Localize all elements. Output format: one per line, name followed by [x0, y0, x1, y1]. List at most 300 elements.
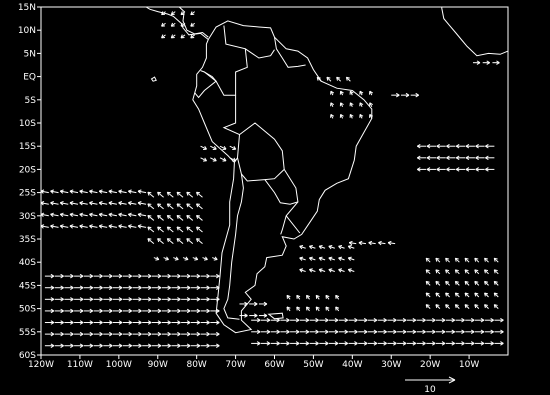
wind-vector-arrow — [426, 330, 435, 334]
wind-vector-arrow — [148, 239, 154, 244]
wind-vector-arrow — [239, 314, 247, 318]
wind-vector-arrow — [360, 114, 363, 118]
wind-vector-arrow — [336, 295, 339, 299]
wind-vector-arrow — [307, 307, 310, 311]
wind-vector-arrow — [319, 330, 328, 334]
wind-vector-arrow — [55, 286, 64, 290]
wind-vector-arrow — [251, 342, 260, 346]
wind-vector-arrow — [51, 190, 59, 194]
lon-tick-label: 60W — [264, 360, 285, 370]
longitude-axis — [28, 355, 479, 370]
wind-vector-arrow — [417, 318, 426, 322]
wind-vector-arrow — [348, 246, 354, 249]
wind-vector-arrow — [171, 286, 180, 290]
wind-vector-arrow — [210, 158, 216, 161]
wind-vector-arrow — [142, 298, 151, 302]
wind-vector-arrow — [456, 156, 465, 160]
wind-vector-arrow — [466, 144, 475, 148]
wind-vector-arrow — [329, 246, 335, 249]
wind-vector-arrow — [446, 305, 450, 309]
wind-vector-arrow — [473, 61, 480, 65]
wind-vector-arrow — [331, 103, 334, 107]
wind-vector-arrow — [89, 213, 97, 217]
wind-vector-arrow — [64, 321, 73, 325]
lon-tick-label: 120W — [27, 360, 55, 370]
wind-vector-arrow — [436, 293, 440, 297]
wind-vector-arrow — [152, 332, 161, 336]
wind-vector-arrow — [465, 293, 469, 297]
wind-vector-arrow — [300, 269, 306, 272]
wind-vector-arrow — [436, 258, 440, 262]
wind-vector-arrow — [158, 239, 164, 244]
wind-vector-arrow — [446, 281, 450, 285]
wind-vector-arrow — [212, 257, 217, 260]
wind-vector-arrow — [132, 274, 141, 278]
wind-vector-arrow — [171, 344, 180, 348]
wind-vector-arrow — [162, 332, 171, 336]
wind-vector-arrow — [475, 281, 479, 285]
wind-vector-arrow — [494, 342, 503, 346]
wind-vector-arrow — [280, 330, 289, 334]
central-america-coast — [146, 7, 208, 40]
wind-vector-arrow — [360, 91, 363, 95]
wind-vector-arrow — [455, 258, 459, 262]
wind-vector-arrow — [158, 215, 164, 220]
wind-vector-arrow — [113, 344, 122, 348]
wind-vector-arrow — [167, 204, 173, 209]
lon-tick-label: 100W — [105, 360, 132, 370]
wind-vector-arrow — [181, 286, 190, 290]
wind-vector-arrow — [309, 269, 315, 272]
wind-vector-arrow — [310, 342, 319, 346]
wind-vector-arrow — [307, 295, 310, 299]
wind-vector-arrow — [123, 321, 132, 325]
wind-vector-arrow — [138, 201, 146, 205]
wind-vector-arrow — [148, 204, 154, 209]
wind-vector-arrow — [70, 201, 78, 205]
wind-vector-arrow — [148, 227, 154, 232]
wind-vector-arrow — [119, 190, 127, 194]
wind-vector-arrow — [123, 309, 132, 313]
wind-vector-arrow — [426, 318, 435, 322]
wind-vector-arrow — [287, 307, 290, 311]
wind-vector-arrow — [348, 318, 357, 322]
wind-vector-arrow — [94, 344, 103, 348]
wind-vector-arrow — [138, 190, 146, 194]
wind-vector-arrow — [128, 225, 136, 229]
wind-vector-arrow — [210, 309, 219, 313]
plot-border — [41, 7, 508, 355]
wind-vector-arrow — [191, 11, 195, 14]
wind-vector-arrow — [339, 269, 345, 272]
wind-vector-arrow — [181, 344, 190, 348]
wind-vector-arrow — [317, 77, 321, 81]
wind-vector-arrow — [152, 298, 161, 302]
wind-vector-arrow — [465, 270, 469, 274]
wind-vector-arrow — [350, 114, 353, 118]
wind-vector-arrow — [84, 309, 93, 313]
country-border — [240, 123, 285, 181]
wind-vector-arrow — [173, 257, 178, 260]
wind-vector-arrow — [485, 258, 489, 262]
wind-vector-arrow — [103, 344, 112, 348]
wind-vector-arrow — [94, 332, 103, 336]
wind-vector-arrow — [152, 274, 161, 278]
wind-vector-arrow — [60, 225, 68, 229]
wind-vector-arrow — [455, 318, 464, 322]
wind-vector-arrow — [64, 332, 73, 336]
wind-vector-arrow — [45, 344, 54, 348]
wind-vector-arrow — [483, 61, 490, 65]
wind-vector-arrow — [310, 318, 319, 322]
wind-vector-arrow — [51, 201, 59, 205]
wind-vector-arrow — [329, 330, 338, 334]
wind-vector-arrow — [191, 309, 200, 313]
wind-vector-arrow — [426, 281, 430, 285]
wind-vector-arrow — [181, 298, 190, 302]
wind-vector-arrow — [158, 204, 164, 209]
wind-vector-arrow — [465, 281, 469, 285]
wind-vector-arrow — [45, 286, 54, 290]
wind-vector-arrow — [201, 344, 210, 348]
wind-vector-arrow — [171, 23, 175, 26]
country-border — [224, 95, 240, 162]
lon-tick-label: 80W — [186, 360, 207, 370]
wind-vector-arrow — [350, 103, 353, 107]
wind-vector-arrow — [492, 61, 499, 65]
wind-vector-arrow — [171, 11, 175, 14]
wind-vector-arrow — [45, 321, 54, 325]
wind-vector-arrow — [167, 227, 173, 232]
wind-vector-arrow — [436, 305, 440, 309]
wind-vector-arrow — [84, 274, 93, 278]
wind-vector-arrow — [171, 298, 180, 302]
wind-vector-arrow — [426, 293, 430, 297]
lat-tick-label: 5S — [24, 95, 36, 106]
wind-vector-arrow — [60, 213, 68, 217]
wind-vector-arrow — [339, 246, 345, 249]
wind-vector-arrow — [187, 204, 193, 209]
wind-vector-arrow — [84, 286, 93, 290]
wind-vector-arrow — [80, 201, 88, 205]
wind-vector-arrow — [158, 227, 164, 232]
wind-vector-arrow — [485, 330, 494, 334]
wind-vector-arrow — [191, 344, 200, 348]
wind-vector-arrow — [201, 332, 210, 336]
lat-tick-label: EQ — [23, 72, 36, 83]
lon-tick-label: 90W — [147, 360, 168, 370]
wind-vector-arrow — [297, 307, 300, 311]
wind-vector-arrow — [494, 305, 498, 309]
wind-vector-arrow — [466, 168, 475, 172]
lon-tick-label: 30W — [381, 360, 402, 370]
wind-vector-arrow — [152, 309, 161, 313]
wind-vector-arrow — [349, 241, 356, 245]
wind-vector-arrow — [181, 309, 190, 313]
wind-vector-arrow — [80, 213, 88, 217]
wind-vector-arrow — [55, 298, 64, 302]
wind-vector-arrow — [261, 342, 270, 346]
wind-vector-arrow — [368, 330, 377, 334]
wind-vector-arrow — [167, 239, 173, 244]
wind-vector-arrow — [132, 321, 141, 325]
wind-vector-arrow — [230, 158, 236, 161]
wind-vector-arrow — [316, 295, 319, 299]
wind-vector-arrow — [197, 239, 203, 244]
wind-vector-arrow — [41, 190, 49, 194]
wind-vector-arrow — [94, 286, 103, 290]
lat-tick-label: 20S — [18, 165, 36, 176]
wind-vector-arrow — [446, 318, 455, 322]
wind-vector-arrow — [358, 318, 367, 322]
wind-vector-arrow — [74, 274, 83, 278]
wind-vector-arrow — [370, 91, 373, 95]
wind-vector-arrow — [494, 258, 498, 262]
wind-vector-arrow — [55, 274, 64, 278]
wind-vector-arrow — [446, 342, 455, 346]
wind-vector-arrow — [201, 309, 210, 313]
wind-vector-arrow — [391, 93, 399, 97]
wind-vector-arrow — [89, 201, 97, 205]
wind-vector-arrow — [465, 342, 474, 346]
wind-vector-arrow — [41, 213, 49, 217]
wind-vector-arrow — [201, 286, 210, 290]
wind-vector-arrow — [177, 192, 183, 197]
wind-vector-arrow — [210, 321, 219, 325]
central-america-coast — [179, 7, 208, 37]
wind-vector-arrow — [128, 213, 136, 217]
wind-vector-arrow — [417, 330, 426, 334]
wind-vector-arrow — [259, 314, 267, 318]
wind-vector-arrow — [70, 225, 78, 229]
wind-vector-arrow — [251, 318, 260, 322]
wind-vector-arrow — [397, 318, 406, 322]
wind-vector-arrow — [259, 302, 267, 306]
wind-vector-arrow — [210, 146, 216, 149]
lat-tick-label: 55S — [18, 327, 36, 338]
lat-tick-label: 35S — [18, 235, 36, 245]
wind-vector-arrow — [162, 286, 171, 290]
wind-vector-arrow — [64, 309, 73, 313]
wind-vector-arrow — [485, 168, 494, 172]
wind-vector-arrow — [187, 227, 193, 232]
wind-vector-arrow — [60, 190, 68, 194]
wind-vector-arrow — [329, 342, 338, 346]
wind-vector-arrow — [128, 201, 136, 205]
wind-vector-arrow — [401, 93, 409, 97]
wind-vector-arrow — [387, 342, 396, 346]
wind-vector-arrow — [162, 321, 171, 325]
wind-vector-arrow — [109, 213, 117, 217]
wind-vector-arrow — [261, 330, 270, 334]
wind-vector-arrow — [476, 156, 485, 160]
wind-vector-arrow — [191, 23, 195, 26]
wind-vector-arrow — [407, 330, 416, 334]
wind-vector-arrow — [360, 103, 363, 107]
wind-vector-arrow — [319, 342, 328, 346]
lat-tick-label: 30S — [18, 211, 36, 222]
wind-vector-arrow — [436, 281, 440, 285]
wind-vector-arrow — [465, 305, 469, 309]
lon-tick-label: 70W — [225, 360, 246, 370]
wind-vector-arrow — [197, 215, 203, 220]
lat-tick-label: 60S — [18, 351, 36, 361]
wind-vector-arrow — [485, 305, 489, 309]
wind-vector-arrow — [339, 318, 348, 322]
wind-vector-arrow — [346, 77, 350, 81]
wind-vector-arrow — [123, 332, 132, 336]
wind-vector-arrow — [148, 215, 154, 220]
wind-vector-arrow — [485, 281, 489, 285]
wind-vector-arrow — [109, 190, 117, 194]
wind-vector-arrow — [339, 342, 348, 346]
wind-vector-arrow — [142, 309, 151, 313]
wind-vector-arrow — [437, 144, 446, 148]
wind-vector-arrow — [475, 342, 484, 346]
wind-vector-arrow — [162, 344, 171, 348]
wind-vector-arrow — [103, 321, 112, 325]
wind-vector-arrow — [300, 318, 309, 322]
wind-vector-arrow — [387, 318, 396, 322]
wind-vector-arrow — [138, 213, 146, 217]
wind-vector-arrow — [494, 330, 503, 334]
wind-vector-arrow — [197, 192, 203, 197]
wind-vector-arrow — [316, 307, 319, 311]
wind-vector-arrow — [74, 321, 83, 325]
wind-vector-arrow — [319, 269, 325, 272]
wind-vector-arrow — [329, 269, 335, 272]
wind-vector-arrow — [55, 309, 64, 313]
latitude-axis — [18, 3, 41, 361]
wind-vector-arrow — [201, 146, 207, 149]
wind-vector-arrow — [455, 305, 459, 309]
wind-vector-arrow — [210, 286, 219, 290]
wind-vectors — [41, 11, 504, 347]
wind-vector-arrow — [329, 257, 335, 260]
wind-vector-arrow — [191, 298, 200, 302]
wind-vector-arrow — [485, 342, 494, 346]
wind-vector-arrow — [99, 225, 107, 229]
wind-vector-arrow — [271, 330, 280, 334]
wind-vector-arrow — [123, 286, 132, 290]
wind-vector-arrow — [201, 298, 210, 302]
wind-vector-arrow — [162, 274, 171, 278]
wind-vector-arrow — [417, 342, 426, 346]
wind-vector-arrow — [187, 239, 193, 244]
wind-vector-arrow — [494, 281, 498, 285]
wind-vector-arrow — [271, 342, 280, 346]
lat-tick-label: 10N — [17, 26, 36, 37]
wind-vector-arrow — [427, 156, 436, 160]
country-border — [195, 72, 216, 98]
wind-vector-arrow — [51, 213, 59, 217]
lon-tick-label: 20W — [419, 360, 441, 370]
wind-vector-arrow — [193, 257, 198, 260]
wind-vector-arrow — [339, 330, 348, 334]
wind-vector-arrow — [45, 309, 54, 313]
wind-vector-arrow — [123, 298, 132, 302]
wind-vector-arrow — [113, 286, 122, 290]
country-border — [224, 158, 244, 319]
wind-vector-arrow — [290, 330, 299, 334]
wind-vector-arrow — [119, 213, 127, 217]
wind-vector-arrow — [475, 293, 479, 297]
wind-vector-arrow — [154, 257, 159, 260]
wind-vector-arrow — [475, 318, 484, 322]
wind-vector-arrow — [132, 332, 141, 336]
wind-vector-arrow — [191, 274, 200, 278]
lon-tick-label: 110W — [66, 360, 93, 370]
wind-vector-arrow — [426, 270, 430, 274]
wind-vector-arrow — [162, 35, 166, 38]
wind-vector-arrow — [187, 215, 193, 220]
wind-vector-arrow — [132, 344, 141, 348]
lon-tick-label: 50W — [303, 360, 324, 370]
wind-vector-arrow — [331, 114, 334, 118]
wind-vector-arrow — [51, 225, 59, 229]
lat-tick-label: 45S — [18, 281, 36, 292]
wind-vector-arrow — [297, 295, 300, 299]
wind-vector-arrow — [181, 35, 185, 38]
wind-vector-arrow — [55, 344, 64, 348]
wind-vector-arrow — [197, 227, 203, 232]
wind-vector-arrow — [167, 215, 173, 220]
wind-vector-arrow — [201, 158, 207, 161]
wind-vector-arrow — [465, 258, 469, 262]
wind-vector-arrow — [239, 302, 247, 306]
wind-vector-arrow — [446, 144, 455, 148]
wind-vector-arrow — [152, 286, 161, 290]
wind-vector-arrow — [142, 332, 151, 336]
wind-vector-arrow — [340, 103, 343, 107]
wind-vector-arrow — [45, 274, 54, 278]
wind-vector-arrow — [417, 168, 426, 172]
wind-vector-arrow — [494, 318, 503, 322]
wind-vector-arrow — [128, 190, 136, 194]
wind-vector-arrow — [84, 344, 93, 348]
wind-vector-arrow — [300, 246, 306, 249]
wind-vector-arrow — [455, 270, 459, 274]
wind-vector-arrow — [455, 330, 464, 334]
wind-vector-arrow — [164, 257, 169, 260]
wind-vector-arrow — [74, 298, 83, 302]
wind-vector-arrow — [113, 321, 122, 325]
lat-tick-label: 50S — [18, 304, 36, 315]
wind-vector-arrow — [142, 344, 151, 348]
wind-vector-arrow — [290, 342, 299, 346]
wind-vector-arrow — [456, 168, 465, 172]
wind-vector-arrow — [197, 204, 203, 209]
country-border — [265, 169, 298, 204]
wind-vector-arrow — [369, 241, 376, 245]
wind-vector-arrow — [103, 274, 112, 278]
africa-coast — [442, 7, 508, 56]
wind-vector-arrow — [378, 241, 385, 245]
wind-vector-arrow — [251, 330, 260, 334]
wind-vector-arrow — [99, 201, 107, 205]
lat-tick-label: 15S — [18, 142, 36, 153]
wind-vector-arrow — [327, 77, 331, 81]
map-frame — [41, 7, 508, 355]
wind-vector-arrow — [41, 201, 49, 205]
wind-vector-arrow — [437, 168, 446, 172]
wind-vector-arrow — [99, 190, 107, 194]
wind-vector-arrow — [249, 314, 257, 318]
wind-vector-arrow — [171, 35, 175, 38]
country-border — [245, 49, 274, 58]
wind-vector-arrow — [203, 257, 208, 260]
wind-vector-arrow — [326, 295, 329, 299]
